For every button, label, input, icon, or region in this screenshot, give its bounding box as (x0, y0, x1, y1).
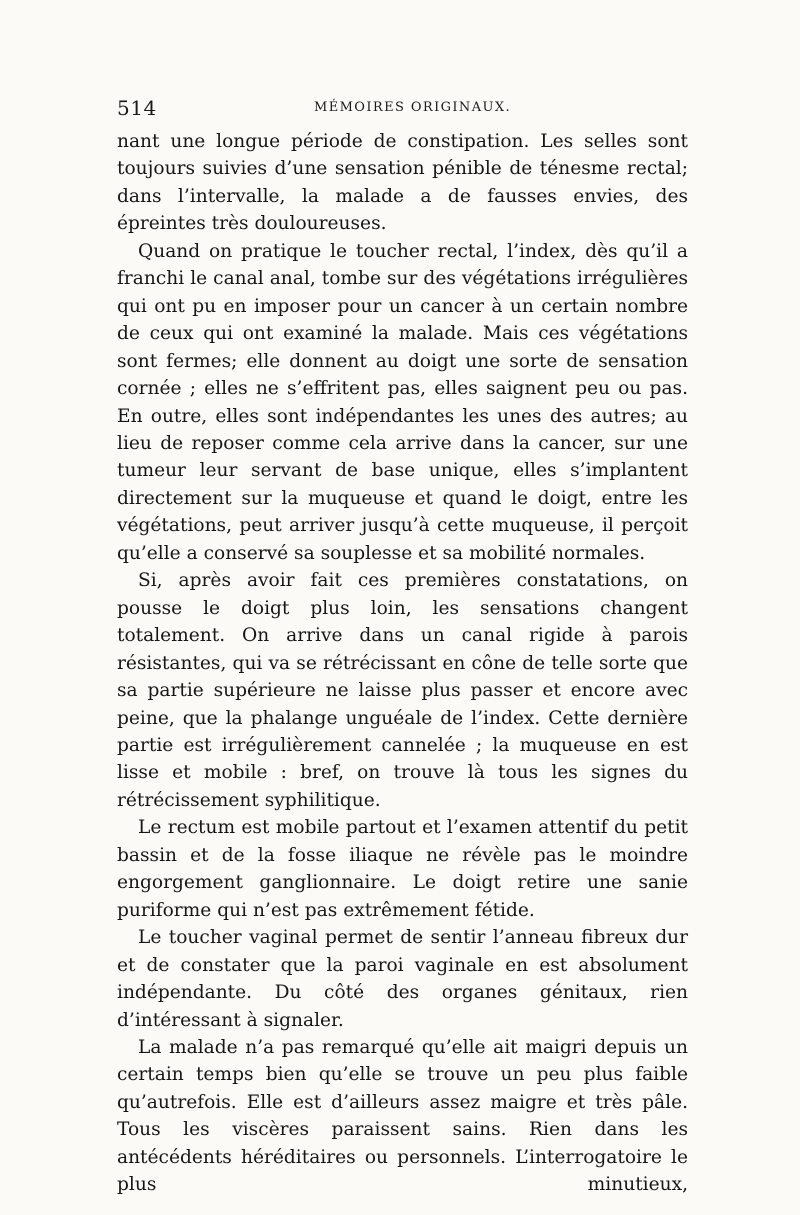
body-text (117, 128, 688, 1199)
paragraph-mobility: Le rectum est mobile partout et l’examen attentif du petit bassin et de la fosse iliaque ne révèle pas le moindre engorgement ganglionnaire. Le doigt retire une sanie puriforme qui n’est pas extrêmement fétide. (117, 817, 688, 921)
page-number: 514 (117, 96, 157, 120)
paragraph-history: La malade n’a pas remarqué qu’elle ait maigri depuis un certain temps bien qu’elle se trouve un peu plus faible qu’autrefois. Elle est d’ailleurs assez maigre et très pâle. Tous les viscères paraissent sains. Rien dans les antécédents héréditaires ou personnels. L’interrogatoire le plus minutieux, (117, 1036, 688, 1196)
running-head: MÉMOIRES ORIGINAUX. (314, 100, 512, 115)
paragraph-continuation: nant une longue période de constipation. Les selles sont toujours suivies d’une sensation pénible de ténesme rectal; dans l’intervalle, la malade a de fausses envies, des épreintes très douloureuses. (117, 131, 688, 235)
paragraph-vaginal-exam: Le toucher vaginal permet de sentir l’anneau fibreux dur et de constater que la paroi vaginale en est absolument indépendante. Du côté des organes génitaux, rien d’intéressant à signaler. (117, 927, 688, 1031)
paragraph-stricture: Si, après avoir fait ces premières constatations, on pousse le doigt plus loin, les sensations changent totalement. On arrive dans un canal rigide à parois résistantes, qui va se rétrécissant en cône de telle sorte que sa partie supérieure ne laisse plus passer et encore avec peine, que la phalange unguéale de l’index. Cette dernière partie est irrégulièrement cannelée ; la muqueuse en est lisse et mobile : bref, on trouve là tous les signes du rétrécissement syphilitique. (117, 570, 688, 811)
page-header (117, 96, 688, 126)
paragraph-rectal-exam: Quand on pratique le toucher rectal, l’index, dès qu’il a franchi le canal anal, tombe sur des végétations irrégulières qui ont pu en imposer pour un cancer à un certain nombre de ceux qui ont examiné la malade. Mais ces végétations sont fermes; elle donnent au doigt une sorte de sensation cornée ; elles ne s’effritent pas, elles saignent peu ou pas. En outre, elles sont indépendantes les unes des autres; au lieu de reposer comme cela arrive dans la cancer, sur une tumeur leur servant de base unique, elles s’implantent directement sur la muqueuse et quand le doigt, entre les végétations, peut arriver jusqu’à cette muqueuse, il perçoit qu’elle a conservé sa souplesse et sa mobilité normales. (117, 240, 688, 564)
